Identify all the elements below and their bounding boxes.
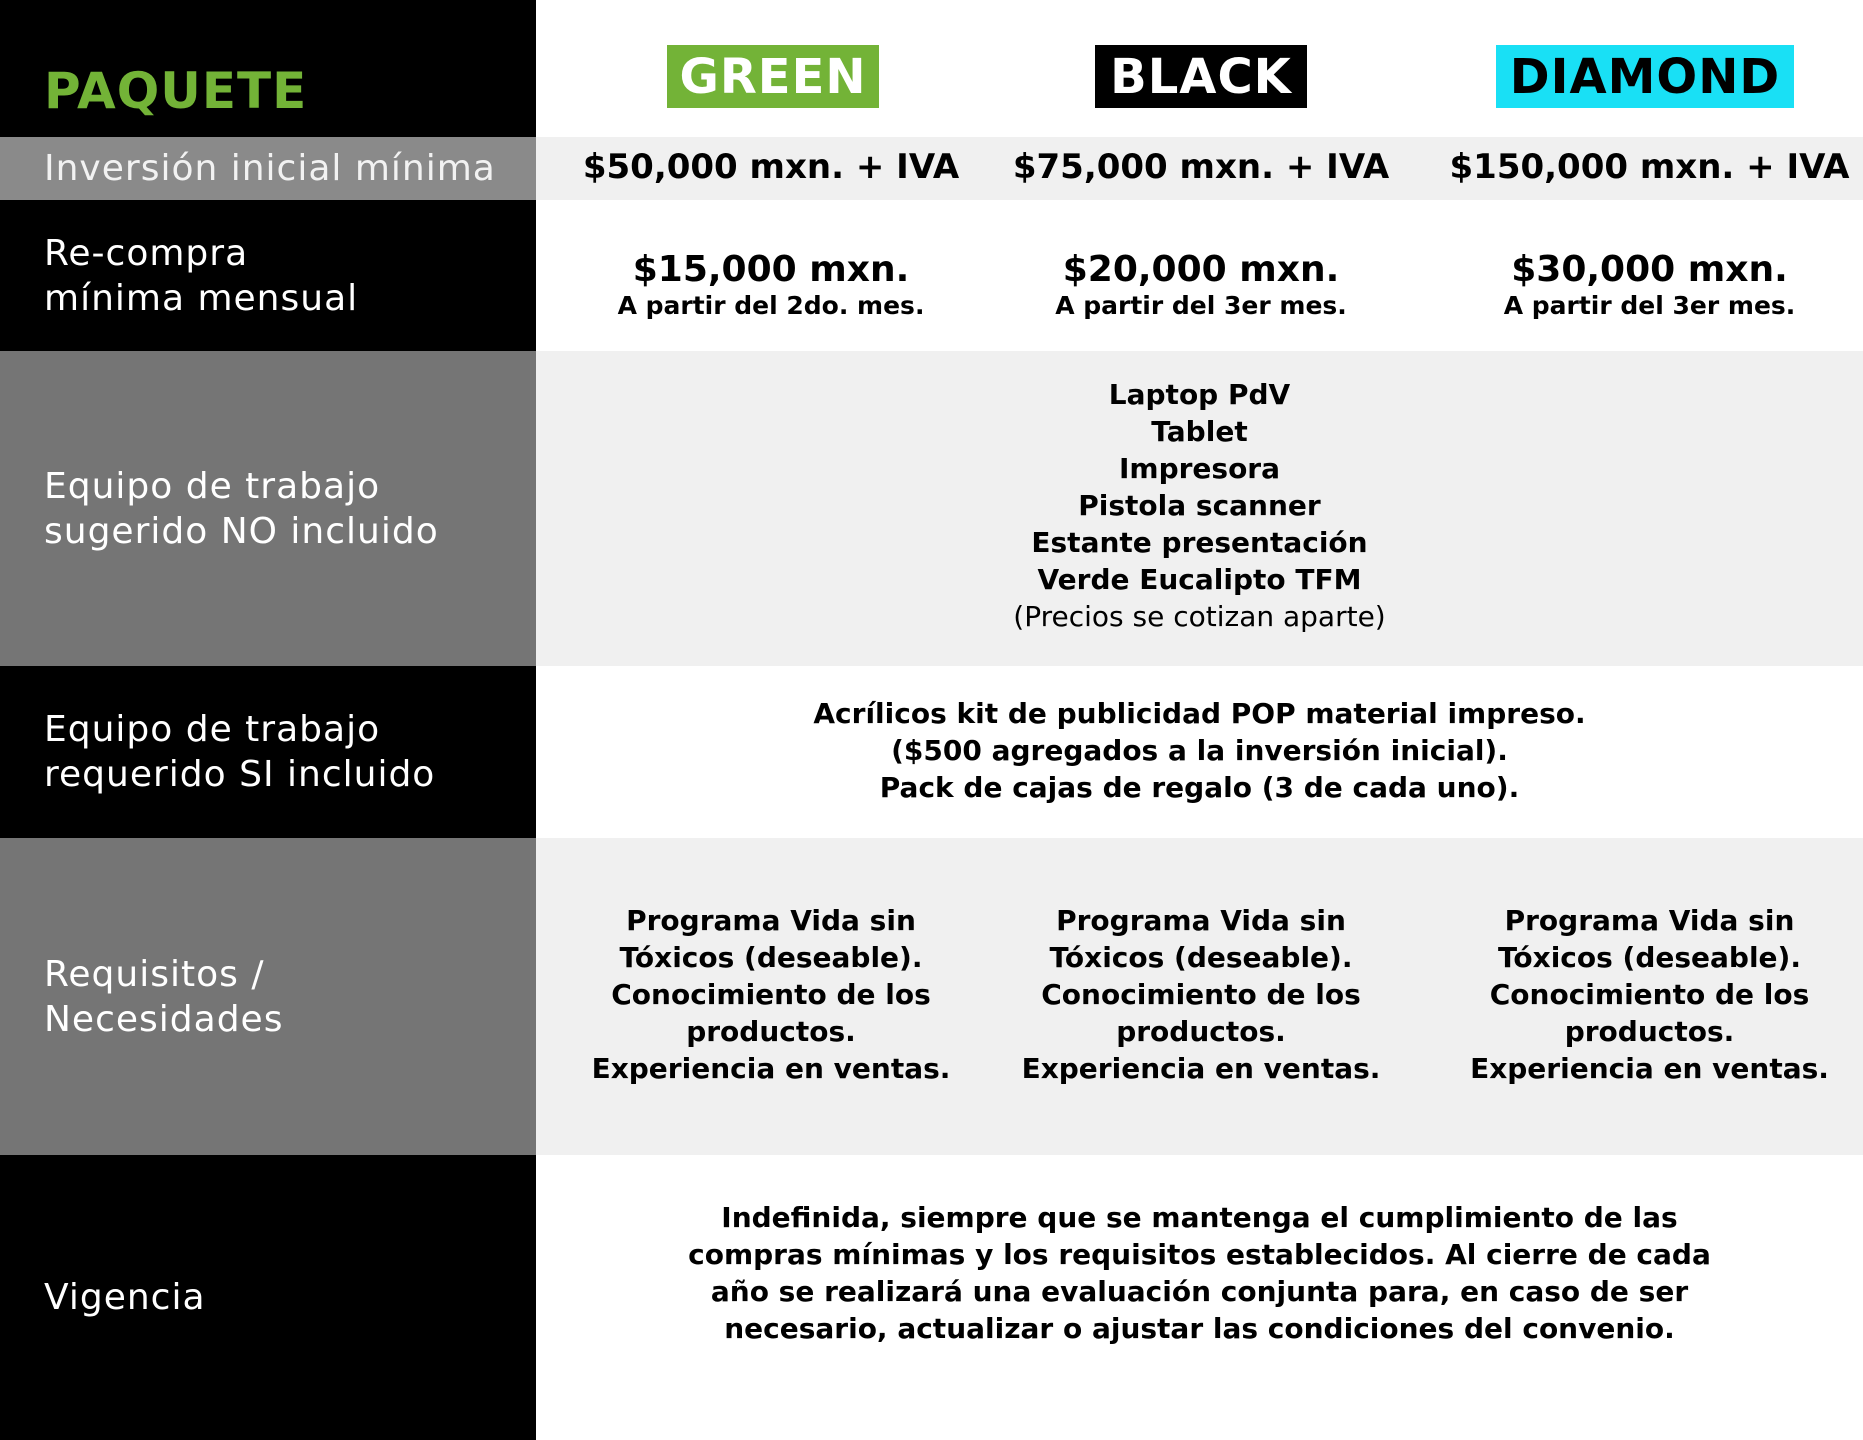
recompra-diamond xyxy=(1436,249,1863,321)
recompra-note: A partir del 3er mes. xyxy=(1055,291,1347,320)
requisitos-line: Tóxicos (deseable). xyxy=(1049,941,1353,974)
row-label-line: Equipo de trabajo xyxy=(44,709,381,750)
row-label-line: Equipo de trabajo xyxy=(44,465,381,507)
requisitos-line: productos. xyxy=(686,1015,856,1048)
sugerido-list xyxy=(536,376,1863,635)
sugerido-item: Laptop PdV xyxy=(1108,378,1291,411)
package-badge-diamond: DIAMOND xyxy=(1496,45,1794,108)
requisitos-line: Conocimiento de los xyxy=(611,978,931,1011)
inversion-black: $75,000 mxn. + IVA xyxy=(1012,147,1390,187)
row-label-text: Inversión inicial mínima xyxy=(44,148,496,189)
inversion-diamond: $150,000 mxn. + IVA xyxy=(1449,147,1850,187)
recompra-note: A partir del 3er mes. xyxy=(1503,291,1796,320)
requisitos-diamond xyxy=(1436,902,1863,1087)
row-label-text: Vigencia xyxy=(44,1277,206,1318)
row-label-line: mínima mensual xyxy=(44,277,359,319)
sugerido-item: Estante presentación xyxy=(1031,526,1368,559)
row-label-line: requerido SI incluido xyxy=(44,754,436,795)
vigencia-line: necesario, actualizar o ajustar las condiciones del convenio. xyxy=(724,1312,1675,1345)
requerido-line: Pack de cajas de regalo (3 de cada uno). xyxy=(879,771,1520,804)
inversion-green: $50,000 mxn. + IVA xyxy=(582,147,960,187)
recompra-amount: $15,000 mxn. xyxy=(632,249,910,290)
requisitos-line: Experiencia en ventas. xyxy=(591,1052,951,1085)
sugerido-item: Verde Eucalipto TFM xyxy=(1037,563,1362,596)
requisitos-line: Conocimiento de los xyxy=(1041,978,1361,1011)
requisitos-line: Programa Vida sin xyxy=(626,904,916,937)
recompra-note: A partir del 2do. mes. xyxy=(617,291,925,320)
row-label-inversion xyxy=(0,137,536,200)
requerido-list xyxy=(536,695,1863,806)
requisitos-line: Programa Vida sin xyxy=(1056,904,1346,937)
row-label-line: Re-compra xyxy=(44,232,249,274)
requerido-line: Acrílicos kit de publicidad POP material impreso. xyxy=(813,697,1586,730)
table-title: PAQUETE xyxy=(44,62,308,120)
vigencia-line: año se realizará una evaluación conjunta para, en caso de ser xyxy=(710,1275,1689,1308)
row-label-line: Necesidades xyxy=(44,998,284,1040)
recompra-amount: $30,000 mxn. xyxy=(1511,249,1788,290)
requisitos-line: productos. xyxy=(1564,1015,1735,1048)
row-label-sugerido xyxy=(0,351,536,666)
vigencia-text xyxy=(536,1199,1863,1347)
package-badge-black: BLACK xyxy=(1095,45,1307,108)
row-label-requerido xyxy=(0,666,536,838)
requisitos-line: productos. xyxy=(1116,1015,1286,1048)
package-badge-green: GREEN xyxy=(667,45,879,108)
recompra-black xyxy=(986,249,1416,321)
requisitos-line: Tóxicos (deseable). xyxy=(1498,941,1801,974)
requisitos-line: Experiencia en ventas. xyxy=(1021,1052,1381,1085)
requisitos-green xyxy=(556,902,986,1087)
row-label-vigencia xyxy=(0,1155,536,1440)
row-label-requisitos xyxy=(0,838,536,1155)
recompra-green xyxy=(556,249,986,321)
row-label-recompra xyxy=(0,200,536,351)
requisitos-line: Programa Vida sin xyxy=(1504,904,1795,937)
sugerido-note: (Precios se cotizan aparte) xyxy=(1013,600,1386,633)
recompra-amount: $20,000 mxn. xyxy=(1062,249,1340,290)
sugerido-item: Impresora xyxy=(1118,452,1281,485)
requisitos-black xyxy=(986,902,1416,1087)
vigencia-line: compras mínimas y los requisitos establecidos. Al cierre de cada xyxy=(688,1238,1711,1271)
row-label-line: sugerido NO incluido xyxy=(44,510,439,552)
row-label-line: Requisitos / xyxy=(44,953,265,995)
requisitos-line: Experiencia en ventas. xyxy=(1470,1052,1829,1085)
requisitos-line: Conocimiento de los xyxy=(1489,978,1810,1011)
sugerido-item: Tablet xyxy=(1151,415,1248,448)
vigencia-line: Indefinida, siempre que se mantenga el cumplimiento de las xyxy=(721,1201,1678,1234)
sugerido-item: Pistola scanner xyxy=(1078,489,1321,522)
requisitos-line: Tóxicos (deseable). xyxy=(619,941,923,974)
requerido-line: ($500 agregados a la inversión inicial). xyxy=(891,734,1508,767)
